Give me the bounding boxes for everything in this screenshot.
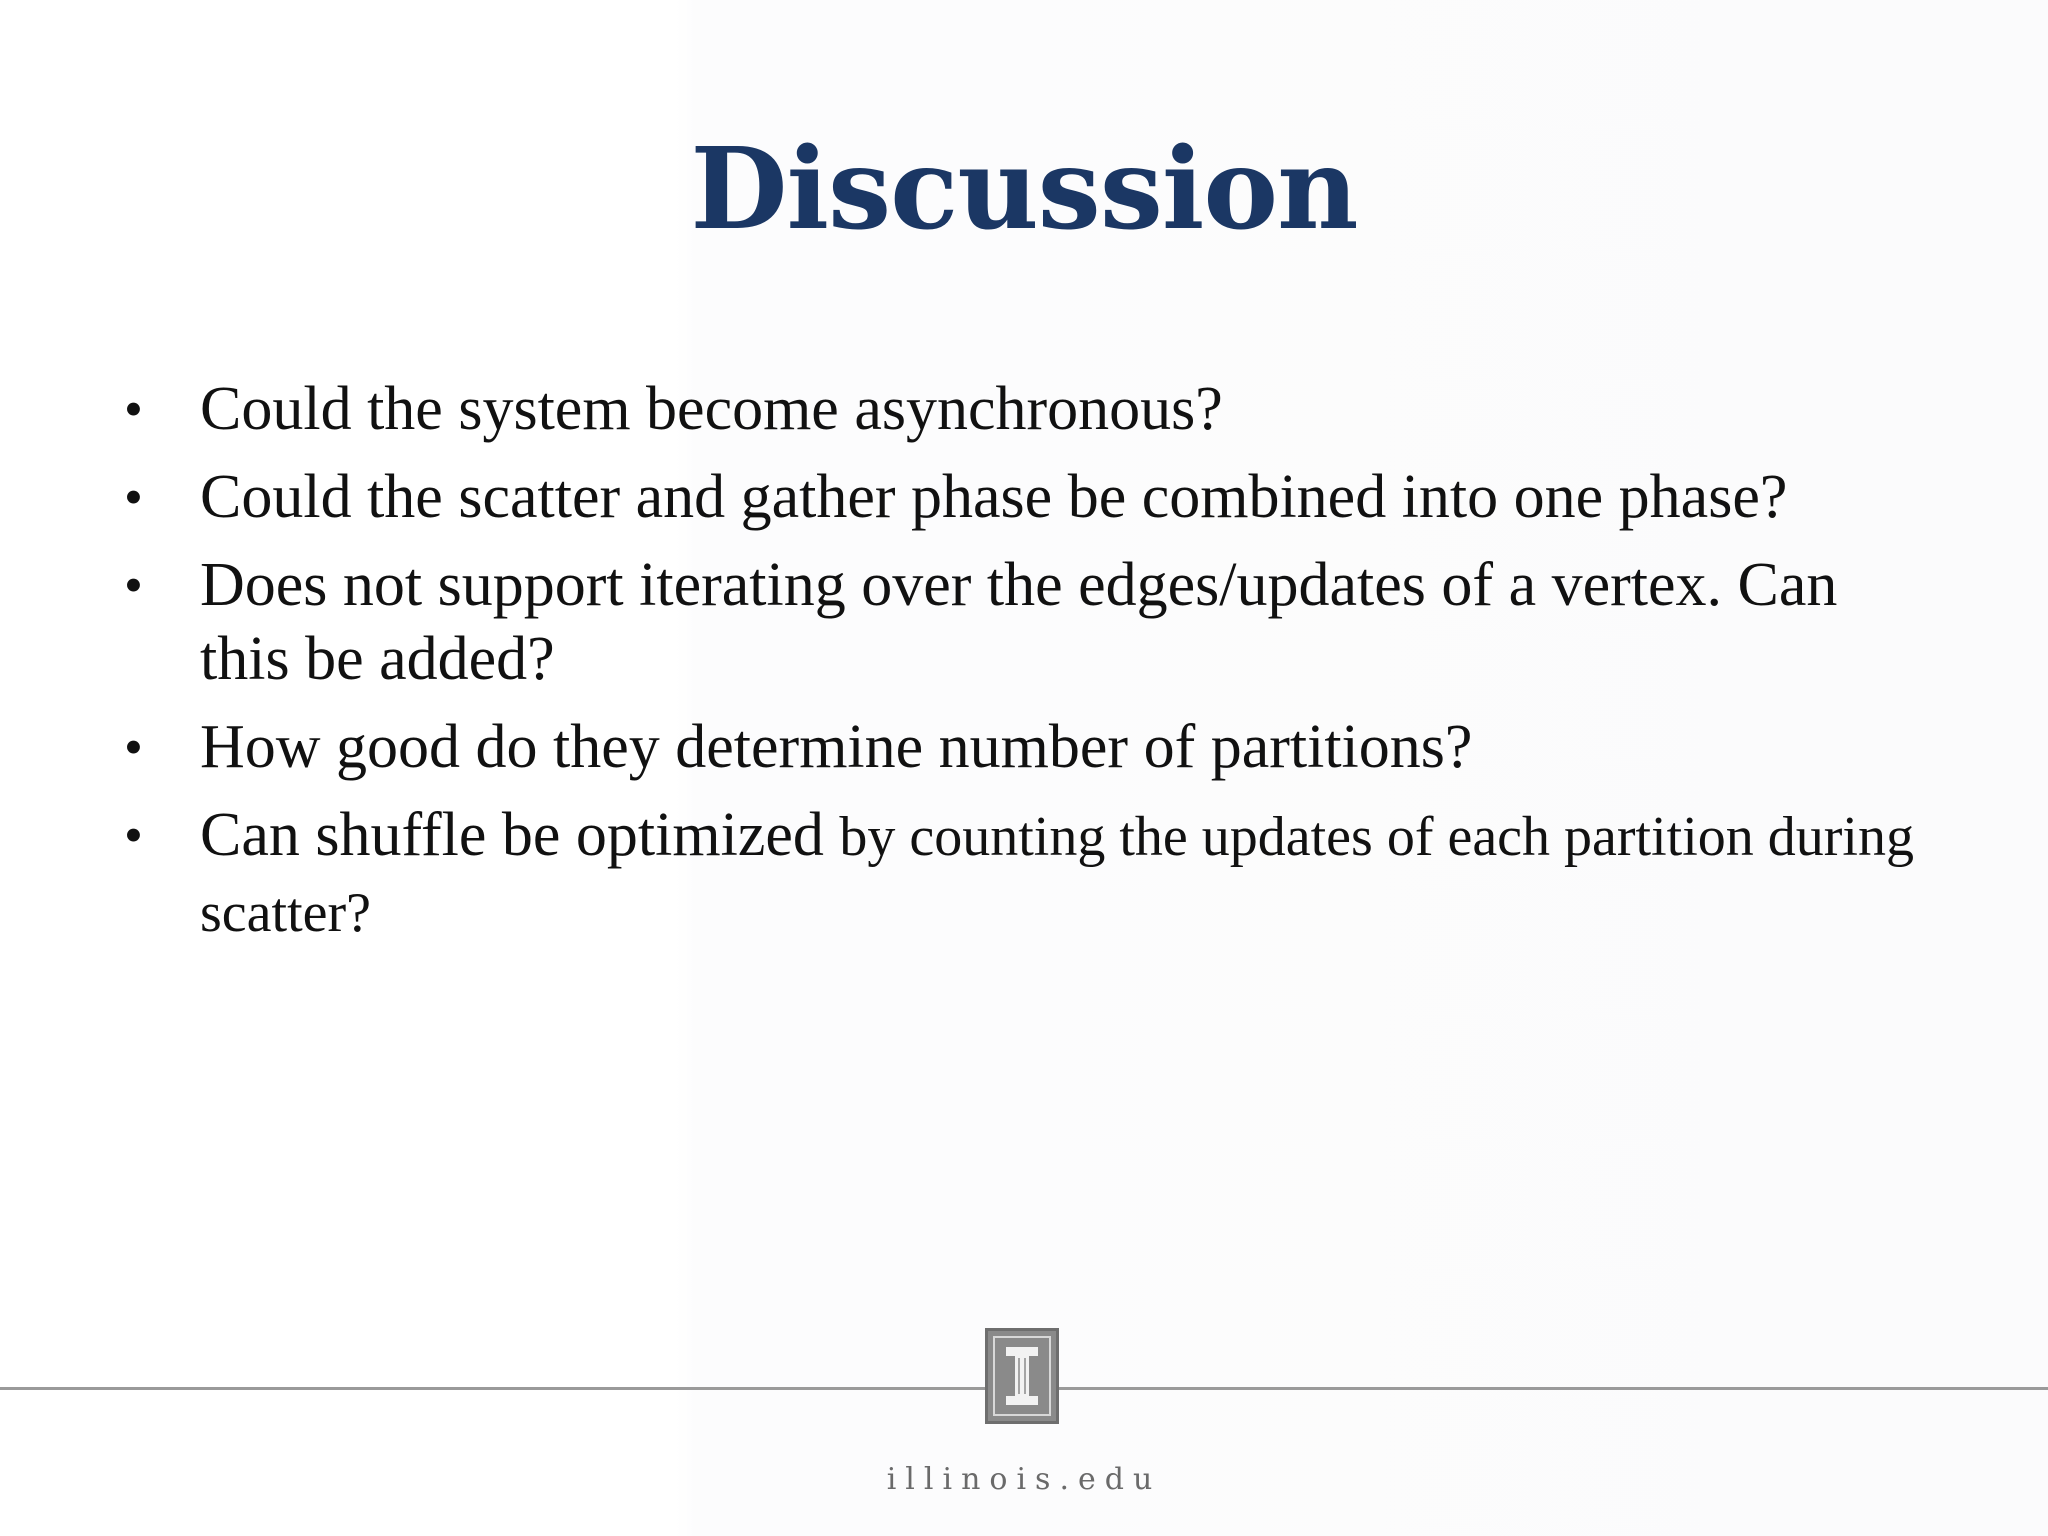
slide-title: Discussion [690,124,1358,255]
list-item [120,372,1940,446]
logo-graphic [988,1331,1056,1421]
bullet-icon: • [124,805,143,865]
bullet-icon: • [124,379,143,439]
bullet-icon: • [124,717,143,777]
bullet-text-tail: by counting the updates of each partition during scatter? [200,806,1914,944]
bullet-icon: • [124,467,143,527]
bullet-text: How good do they determine number of partitions? [200,713,1473,781]
bullet-text: Could the scatter and gather phase be combined into one phase? [200,463,1788,531]
bullet-list [120,372,1940,964]
bullet-text: Can shuffle be optimized [200,801,840,869]
footer-url: illinois.edu [886,1462,1162,1497]
illinois-block-i-icon [985,1328,1059,1424]
list-item [120,548,1940,696]
bullet-icon: • [124,555,143,615]
list-item [120,710,1940,784]
list-item [120,460,1940,534]
bullet-text: Could the system become asynchronous? [200,375,1223,443]
list-item [120,798,1940,950]
bullet-text: Does not support iterating over the edges/updates of a vertex. Can this be added? [200,551,1838,693]
